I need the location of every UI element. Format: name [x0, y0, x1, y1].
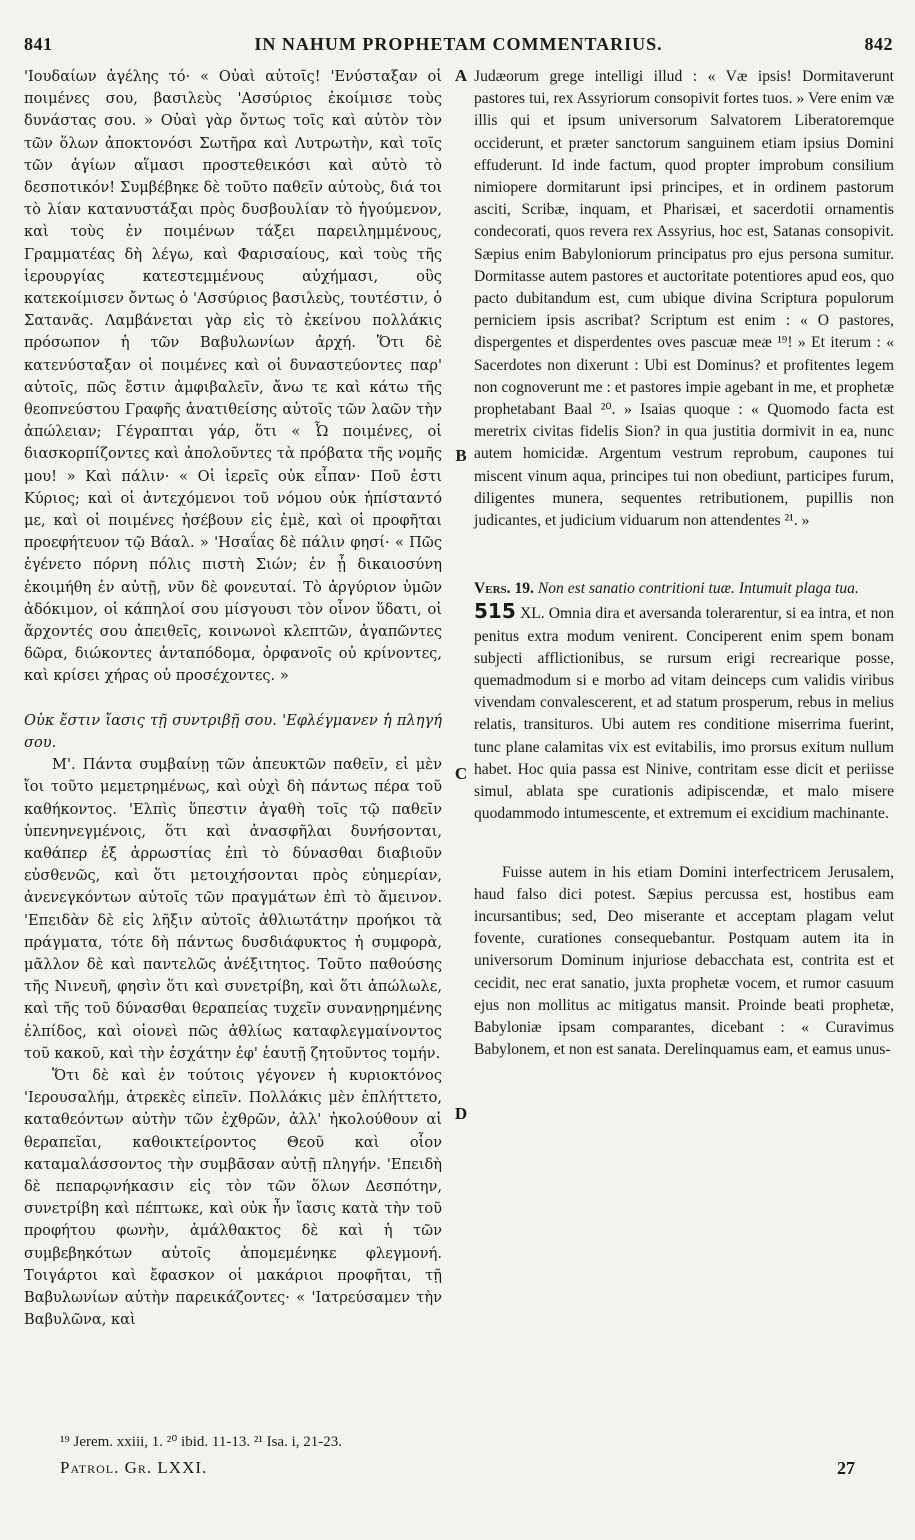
verse-label: Vers. 19. [474, 580, 534, 598]
latin-paragraph-3: Fuisse autem in his etiam Domini interfectricem Jerusalem, haud falso dici potest. Sæpius percussa est, hostibus eam incursantibus; sed, Deo miserante et acceptam plagam velut fovente, curationes consequebantur. Postquam autem ita in universorum Dominum injuriose debacchata est, contrita est et cecidit, nec erat sanatio, juxta prophetæ vocem, et rumor casuum ejus non mollitus ac mitigatus mansit. Proinde beati prophetæ, Babyloniæ ipsam comparantes, dicebant : « Curavimus Babylonem, et non est sanata. Derelinquamus eam, et eamus unus- [474, 863, 894, 1059]
latin-paragraph-2 [474, 600, 894, 825]
greek-paragraph-3: Ὅτι δὲ καὶ ἐν τούτοις γέγονεν ἡ κυριοκτόνος 'Ιερουσαλήμ, ἀτρεκὲς εἰπεῖν. Πολλάκις μὲν ἐπλήττετο, καταθεόντων αὐτὴν τῶν ἐχθρῶν, ἀλλ' ἠκολούθουν αἱ θεραπεῖαι, καθοικτείροντος Θεοῦ καὶ οἷον καταμαλάσσοντος τὴν συμβᾶσαν αὐτῇ πληγήν. 'Επειδὴ δὲ πεπαρῳνήκασιν εἰς τὸν τῶν ὅλων Δεσπότην, συνετρίβη καὶ πέπτωκε, καὶ οὐκ ἦν ἴασις κατὰ τὴν τοῦ προφήτου φωνὴν, ἀμάλθακτος δὲ καὶ ἡ τῶν συμβεβηκότων αὐτοῖς ἀπομεμένηκε φλεγμονή. Τοιγάρτοι καὶ ἔφασκον οἱ μακάριοι προφῆται, τῇ Βαβυλωνίων αὐτὴν παρεικάζοντες· « 'Ιατρεύσαμεν τὴν Βαβυλῶνα, καὶ [24, 1066, 442, 1329]
page-number-right: 842 [864, 34, 893, 54]
margin-marker-d: D [454, 1104, 468, 1123]
page-header [24, 34, 893, 58]
margin-marker-a: A [454, 66, 468, 85]
footer-patrology: Patrol. Gr. LXXI. [60, 1458, 208, 1477]
footnotes: ¹⁹ Jerem. xxiii, 1. ²⁰ ibid. 11-13. ²¹ Isa. i, 21-23. [60, 1434, 342, 1450]
footer-signature: 27 [837, 1458, 855, 1478]
running-title: IN NAHUM PROPHETAM COMMENTARIUS. [254, 34, 663, 54]
greek-column [24, 66, 442, 1331]
verse-text: Non est sanatio contritioni tuæ. Intumuit plaga tua. [537, 580, 859, 598]
latin-column [474, 66, 894, 1061]
margin-marker-b: B [455, 446, 467, 465]
page-number-left: 841 [24, 34, 53, 54]
latin-paragraph-1: Judæorum grege intelligi illud : « Væ ipsis! Dormitaverunt pastores tui, rex Assyriorum consopivit fortes tuos. » Vere enim væ illis qui et ipsum universorum Salvatorem Liberatoremque occiderunt, et præter sanctorum sanguinem etiam ipsius Domini effuderunt. Id inde factum, quod propter improbum consilium nimiopere dormitarunt ipsi principes, et in ordinem pastorum asciti, Scribæ, inquam, et Pharisæi, et sacerdotii ornamentis condecorati, quos revera rex Assyrius, hoc est, Satanas consopivit. Sæpius enim Babyloniorum principatus pro ejus persona sumitur. Dormitasse autem pastores et auctoritate potentiores apud eos, quo pacto dubitandum est, cum ubique divina Scriptura populorum perniciem ipsis ascribat? Scriptum est enim : « O pastores, dispergentes et disperdentes oves pascuæ meæ ¹⁹! » Et iterum : « Sacerdotes non dixerunt : Ubi est Dominus? et profitentes legem non cognoverunt me : et pastores impie agebant in me, et prophetæ prophetabant Baal ²⁰. » Isaias quoque : « Quomodo facta est meretrix civitas fidelis Sion? in qua justitia dormivit in ea, nunc autem homicidæ. Argentum vestrum reprobum, caupones tui miscent vinum aqua, principes tui non obediunt, participes furum, diligentes munera, sequentes retributionem, pupillis non judicantes, et judicium viduarum non attendentes ²¹. » [474, 68, 894, 530]
greek-paragraph-2: Μ'. Πάντα συμβαίνῃ τῶν ἀπευκτῶν παθεῖν, εἰ μὲν ἴοι τοῦτο μεμετρημένως, καὶ οὐχὶ δὴ πάντως πέρα τοῦ καθήκοντος. 'Ελπὶς ὕπεστιν ἀγαθὴ τοῖς τῷ παθεῖν ὑπενηνεγμένοις, ὅτι καὶ ἀνασφῆλαι δυνήσονται, καθάπερ ἐξ ἀρρωστίας ἐπὶ τὸ δύνασθαι διαβιοῦν εὐσθενῶς, καὶ ὅτι μετοιχήσονται πρὸς εὐημερίαν, ἀνενεγκόντων αὐτοῖς τῶν πραγμάτων ἐπὶ τὸ ἄμεινον. 'Επειδὰν δὲ εἰς λῆξιν αὐτοῖς ἀθλιωτάτην προήκοι τὰ πράγματα, τότε δὴ πάντως δυσδιάφυκτος ἡ συμφορὰ, μᾶλλον δὲ καὶ παντελῶς ἀνέξιτητος. Τοῦτο παθούσης τῆς Νινευῆ, φησὶν ὅτι καὶ συνετρίβη, καὶ ὅτι ἀπώλωλε, καὶ τῆς τοῦ δύνασθαι θεραπείας τυχεῖν συνανῃρημένης ἐλπίδος, καὶ οἱονεὶ πῶς ἀθλίως καταφλεγμαίνοντος τοῦ κακοῦ, καὶ τὴν ἐσχάτην ἐφ' ἑαυτῇ ζητοῦντος τομήν. [24, 756, 442, 1062]
greek-paragraph-1: 'Ιουδαίων ἀγέλης τό· « Οὐαὶ αὐτοῖς! 'Ενύσταξαν οἱ ποιμένες σου, βασιλεὺς 'Ασσύριος ἐκοίμισε τοὺς δυνάστας σου. » Οὐαὶ γὰρ ὄντως τοῖς καὶ αὐτὸν τὸν τῶν ὅλων ἀποκτονόσι Σωτῆρα καὶ Λυτρωτὴν, καὶ τοῖς τῶν ἁγίων αἵμασι προστεθεικόσι καὶ αὐτὸ τὸ δεσποτικόν! Συμβέβηκε δὲ τοῦτο παθεῖν αὐτοὺς, διά τοι τὸ λίαν κατανυστάξαι πρὸς δυσβουλίαν τὸ ἡγούμενον, καὶ τοὺς ἐν ποιμένων τάξει παρειλημμένους, Γραμματέας δὴ λέγω, καὶ Φαρισαίους, καὶ τοὺς τῆς ἱερουργίας κατεστεμμένους αὐχήμασι, οὓς κατεκοίμισεν ὄντως ὁ 'Ασσύριος βασιλεὺς, τουτέστιν, ὁ Σατανᾶς. Λαμβάνεται γὰρ εἰς τὸ ἐκείνου πολλάκις πρόσωπον ἡ τῶν Βαβυλωνίων ἀρχή. Ὅτι δὲ κατενύσταξαν οἱ ποιμένες καὶ οἱ δυναστεύοντες παρ' αὐτοῖς, πῶς ἔστιν ἀμφιβαλεῖν, ἄνω τε καὶ κάτω τῆς θεοπνεύστου Γραφῆς ἀνατιθείσης αὐτοῖς τῶν λαῶν τὴν ἀπώλειαν; Γέγραπται γάρ, ὅτι « Ὦ ποιμένες, οἱ διασκορπίζοντες καὶ ἀπολοῦντες τὰ πρόβατα τῆς νομῆς μου! » Καὶ πάλιν· « Οἱ ἱερεῖς οὐκ εἶπαν· Ποῦ ἐστι Κύριος; καὶ οἱ ἀντεχόμενοι τοῦ νόμου οὐκ ἠπίσταντό με, καὶ οἱ ποιμένες ἠσέβουν εἰς ἐμὲ, καὶ οἱ προφῆται προεφήτευον τῷ Βάαλ. » 'Ησαΐας δὲ πάλιν φησί· « Πῶς ἐγένετο πόρνη πόλις πιστὴ Σιών; ἐν ᾗ δικαιοσύνη ἐκοιμήθη ἐν αὐτῇ, νῦν δὲ φονευταί. Τὸ ἀργύριον ὑμῶν ἀδόκιμον, οἱ κάπηλοί σου μίσγουσι τὸν οἶνον ὕδατι, οἱ ἄρχοντές σου ἀπειθεῖς, κοινωνοὶ κλεπτῶν, ἀγαπῶντες δῶρα, διώκοντες ἀνταπόδομα, ὀρφανοῖς οὐ κρίνοντες, καὶ κρίσει χήρας οὐ προσέχοντες. » [24, 68, 442, 685]
latin-paragraph-2-text: XL. Omnia dira et aversanda tolerarentur, si ea intra, et non penitus extra modum venirent. Conciperent enim spem bonam subjecti afflictionibus, se rursum erigi recrearique posse, quemadmodum si e morbo ad vitam deinceps cum validis viribus vivendam convalescerent, et ad statum prosperum, rebus in melius relatis, transituros. Ubi autem res conditione miserrima fuerint, tunc plane calamitas vix est evitabilis, imo prorsus exitum nullum habet. Hoc quia passa est Ninive, contritam esse dicit et periisse simul, ablata spe curationis adipiscendæ, et malo misere quodammodo intumescente, et extremum ei excidium machinante. [474, 605, 895, 823]
margin-marker-c: C [454, 764, 468, 783]
section-number: 515 [474, 599, 516, 624]
latin-verse-heading [474, 578, 894, 600]
greek-verse-heading: Οὐκ ἔστιν ἴασις τῇ συντριβῇ σου. 'Εφλέγμανεν ἡ πληγή σου. [24, 711, 442, 751]
